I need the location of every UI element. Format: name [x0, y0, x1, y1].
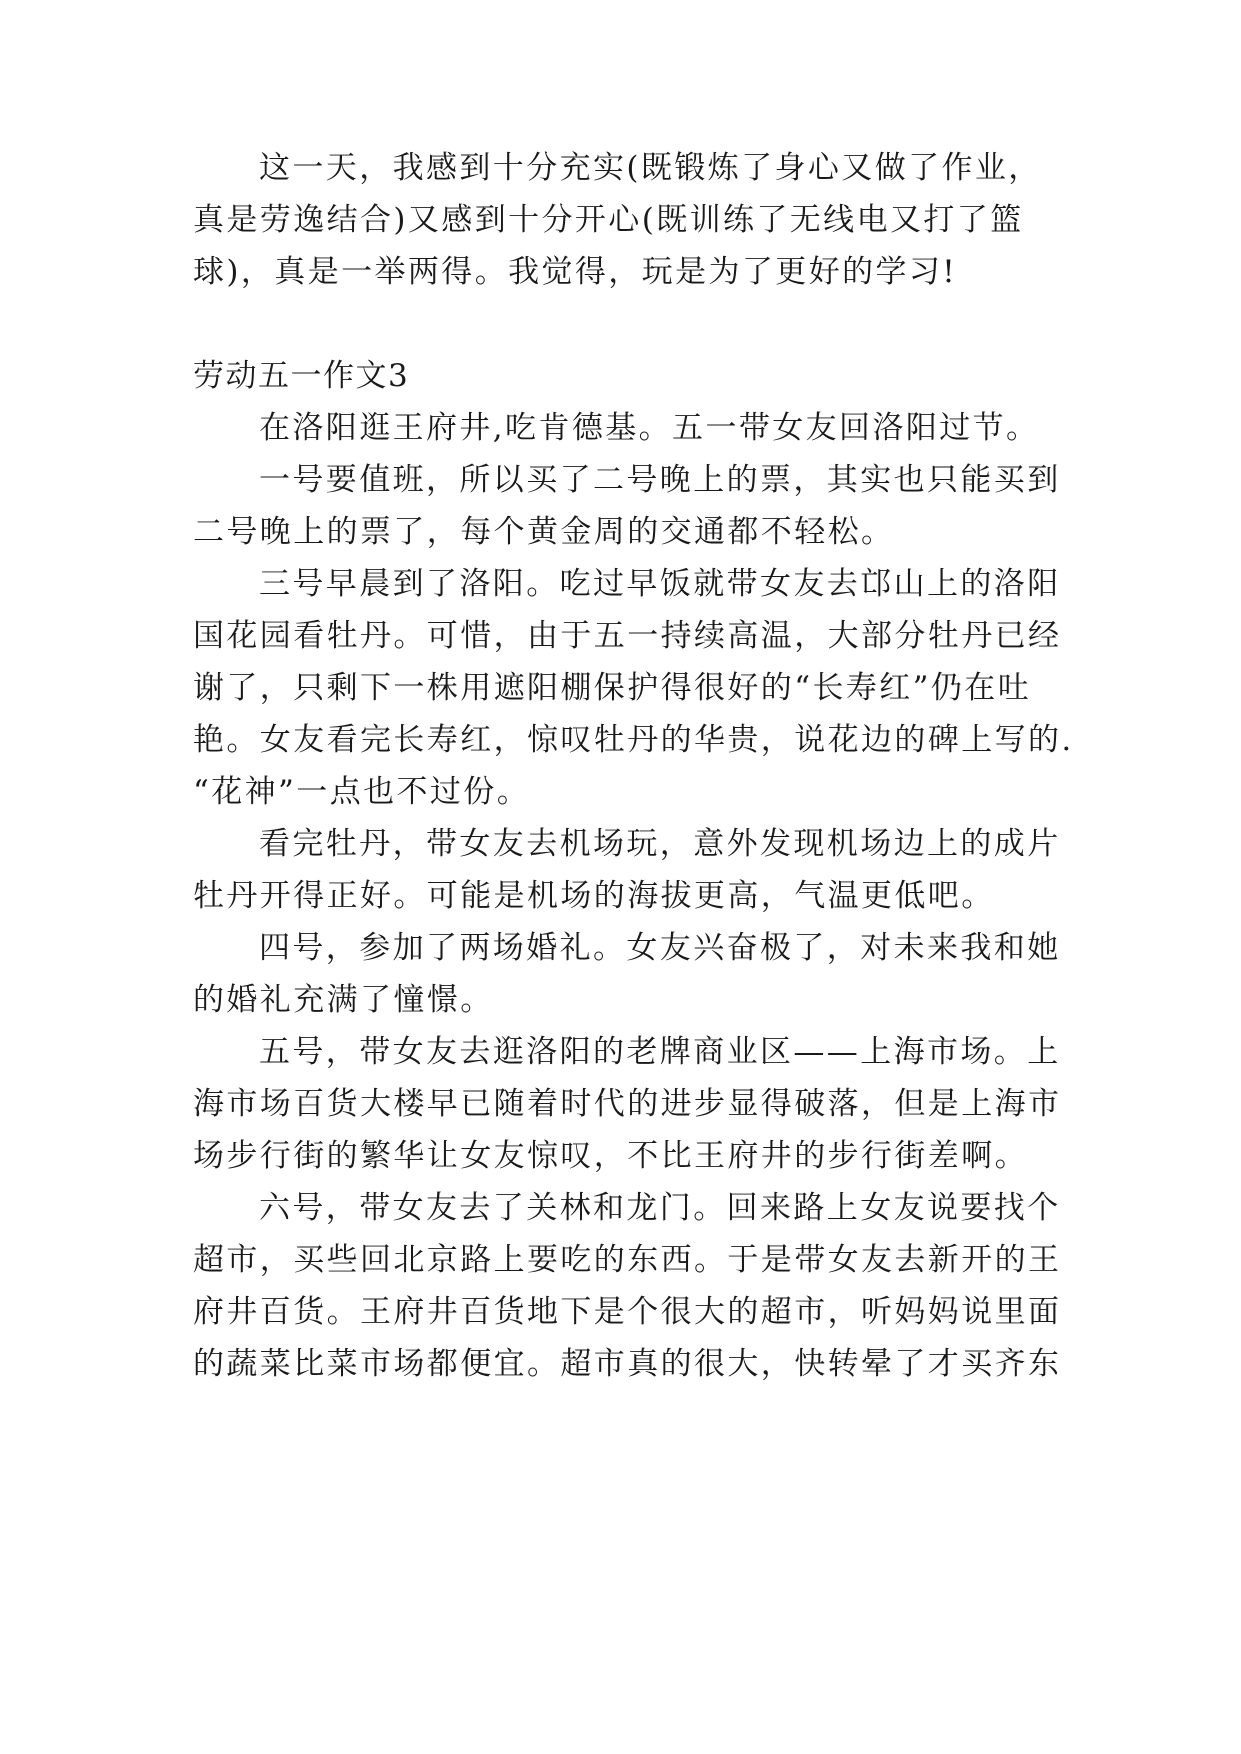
text-line: 五号，带女友去逛洛阳的老牌商业区——上海市场。上 [259, 1034, 1061, 1070]
text-line: 三号早晨到了洛阳。吃过早饭就带女友去邙山上的洛阳 [259, 566, 1061, 602]
text-line: 艳。女友看完长寿红，惊叹牡丹的华贵，说花边的碑上写的. [193, 722, 1074, 758]
text-line: “花神”一点也不过份。 [193, 774, 531, 810]
text-line: 国花园看牡丹。可惜，由于五一持续高温，大部分牡丹已经 [193, 618, 1062, 654]
text-line: 府井百货。王府井百货地下是个很大的超市，听妈妈说里面 [193, 1294, 1062, 1330]
text-line: 四号，参加了两场婚礼。女友兴奋极了，对未来我和她 [259, 930, 1061, 966]
text-line: 球)，真是一举两得。我觉得，玩是为了更好的学习! [193, 254, 958, 290]
text-line: 看完牡丹，带女友去机场玩，意外发现机场边上的成片 [259, 826, 1061, 862]
text-line: 的蔬菜比菜市场都便宜。超市真的很大，快转晕了才买齐东 [193, 1346, 1062, 1382]
text-line: 六号，带女友去了关林和龙门。回来路上女友说要找个 [259, 1190, 1061, 1226]
text-line: 真是劳逸结合)又感到十分开心(既训练了无线电又打了篮 [193, 202, 1024, 238]
text-line: 在洛阳逛王府井,吃肯德基。五一带女友回洛阳过节。 [259, 410, 1040, 446]
text-line: 一号要值班，所以买了二号晚上的票，其实也只能买到 [259, 462, 1061, 498]
text-line: 海市场百货大楼早已随着时代的进步显得破落，但是上海市 [193, 1086, 1062, 1122]
text-line: 谢了，只剩下一株用遮阳棚保护得很好的“长寿红”仍在吐 [193, 670, 1032, 706]
text-line: 牡丹开得正好。可能是机场的海拔更高，气温更低吧。 [193, 878, 995, 914]
text-line: 的婚礼充满了憧憬。 [193, 982, 494, 1018]
text-line: 场步行街的繁华让女友惊叹，不比王府井的步行街差啊。 [193, 1138, 1028, 1174]
text-line: 这一天，我感到十分充实(既锻炼了身心又做了作业， [259, 150, 1042, 186]
text-line: 超市，买些回北京路上要吃的东西。于是带女友去新开的王 [193, 1242, 1062, 1278]
text-line: 二号晚上的票了，每个黄金周的交通都不轻松。 [193, 514, 895, 550]
section-heading: 劳动五一作文3 [193, 358, 410, 394]
